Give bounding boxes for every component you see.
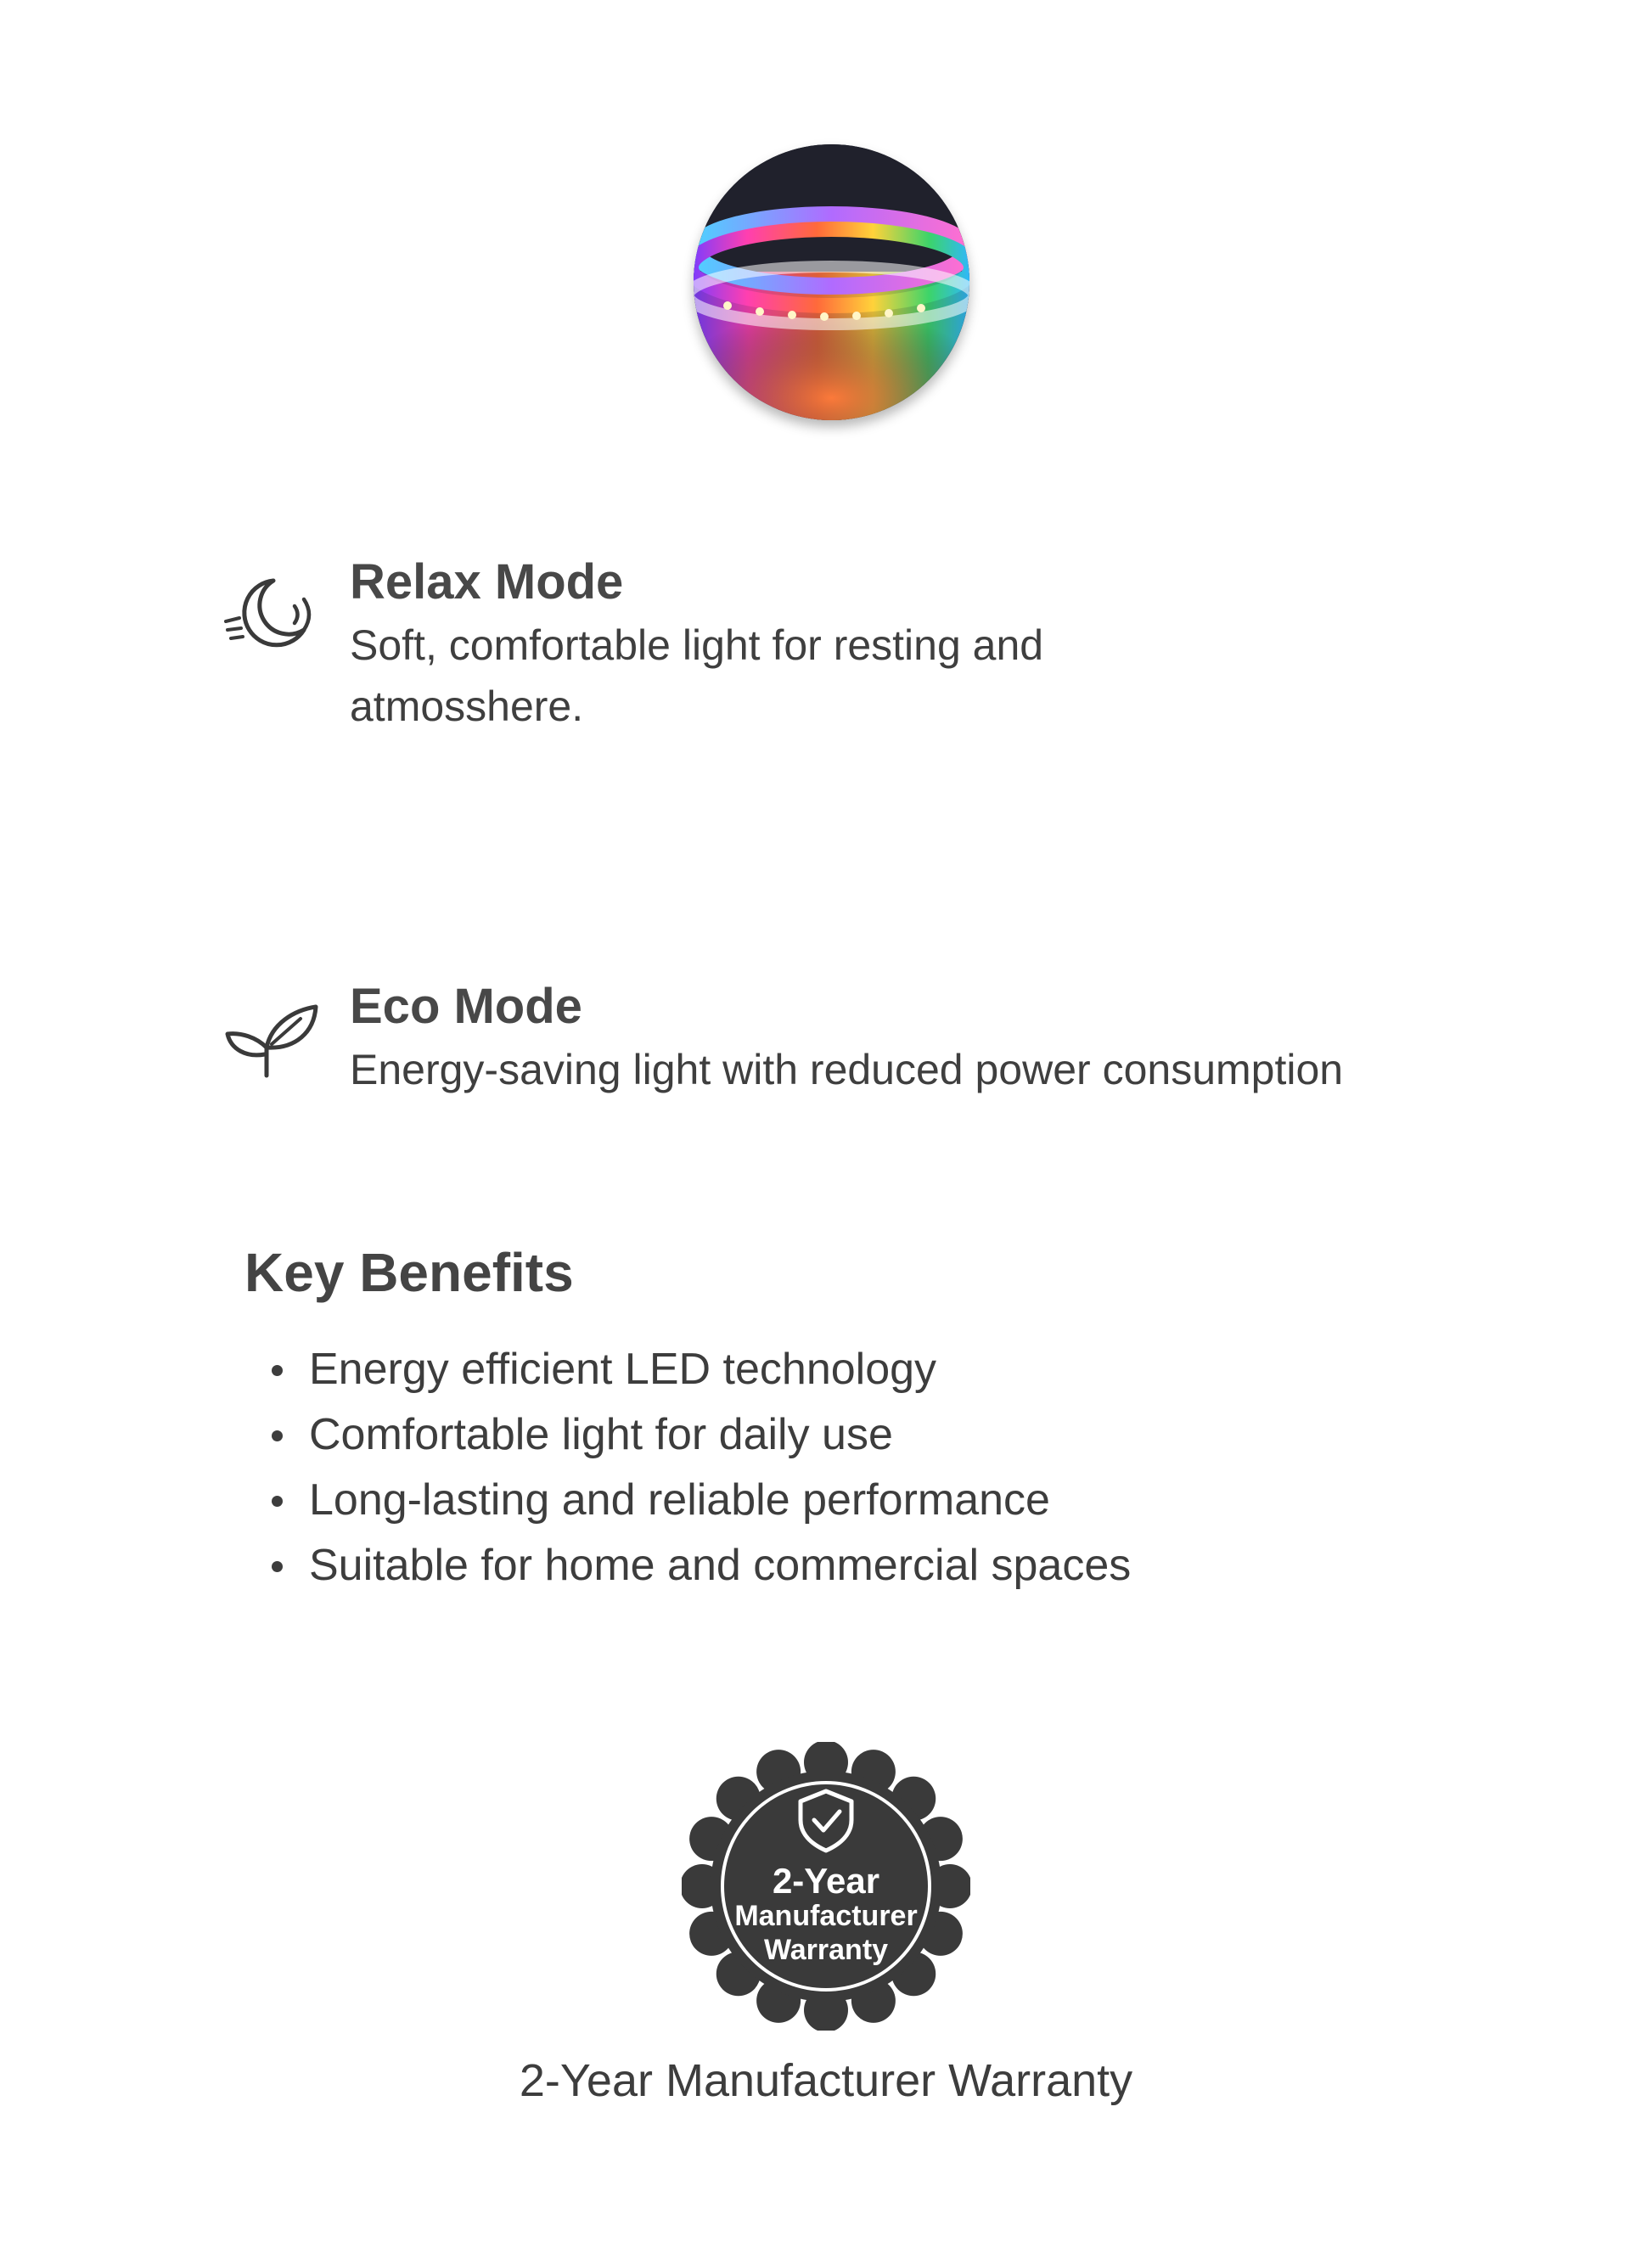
- badge-line-year: 2-Year: [772, 1861, 880, 1901]
- warranty-caption: 2-Year Manufacturer Warranty: [519, 2055, 1133, 2106]
- warranty-badge: [682, 1742, 970, 2031]
- eco-mode-title: Eco Mode: [350, 979, 582, 1034]
- relax-mode-description: Soft, comfortable light for resting and atmosshere.: [350, 621, 1044, 730]
- list-item: Long-lasting and reliable performance: [268, 1468, 1131, 1533]
- key-benefits-list: [268, 1337, 1131, 1598]
- leaf-icon: [222, 995, 324, 1088]
- key-benefits-heading: Key Benefits: [244, 1242, 574, 1303]
- relax-mode-title: Relax Mode: [350, 554, 624, 610]
- list-item: Suitable for home and commercial spaces: [268, 1533, 1131, 1598]
- led-strip-image: [694, 144, 969, 420]
- badge-line-manufacturer: Manufacturer: [734, 1900, 918, 1932]
- badge-line-warranty: Warranty: [763, 1934, 889, 1966]
- eco-mode-description: Energy-saving light with reduced power consumption: [350, 1046, 1344, 1093]
- moon-sound-icon: [222, 570, 324, 664]
- list-item: Comfortable light for daily use: [268, 1402, 1131, 1468]
- list-item: Energy efficient LED technology: [268, 1337, 1131, 1402]
